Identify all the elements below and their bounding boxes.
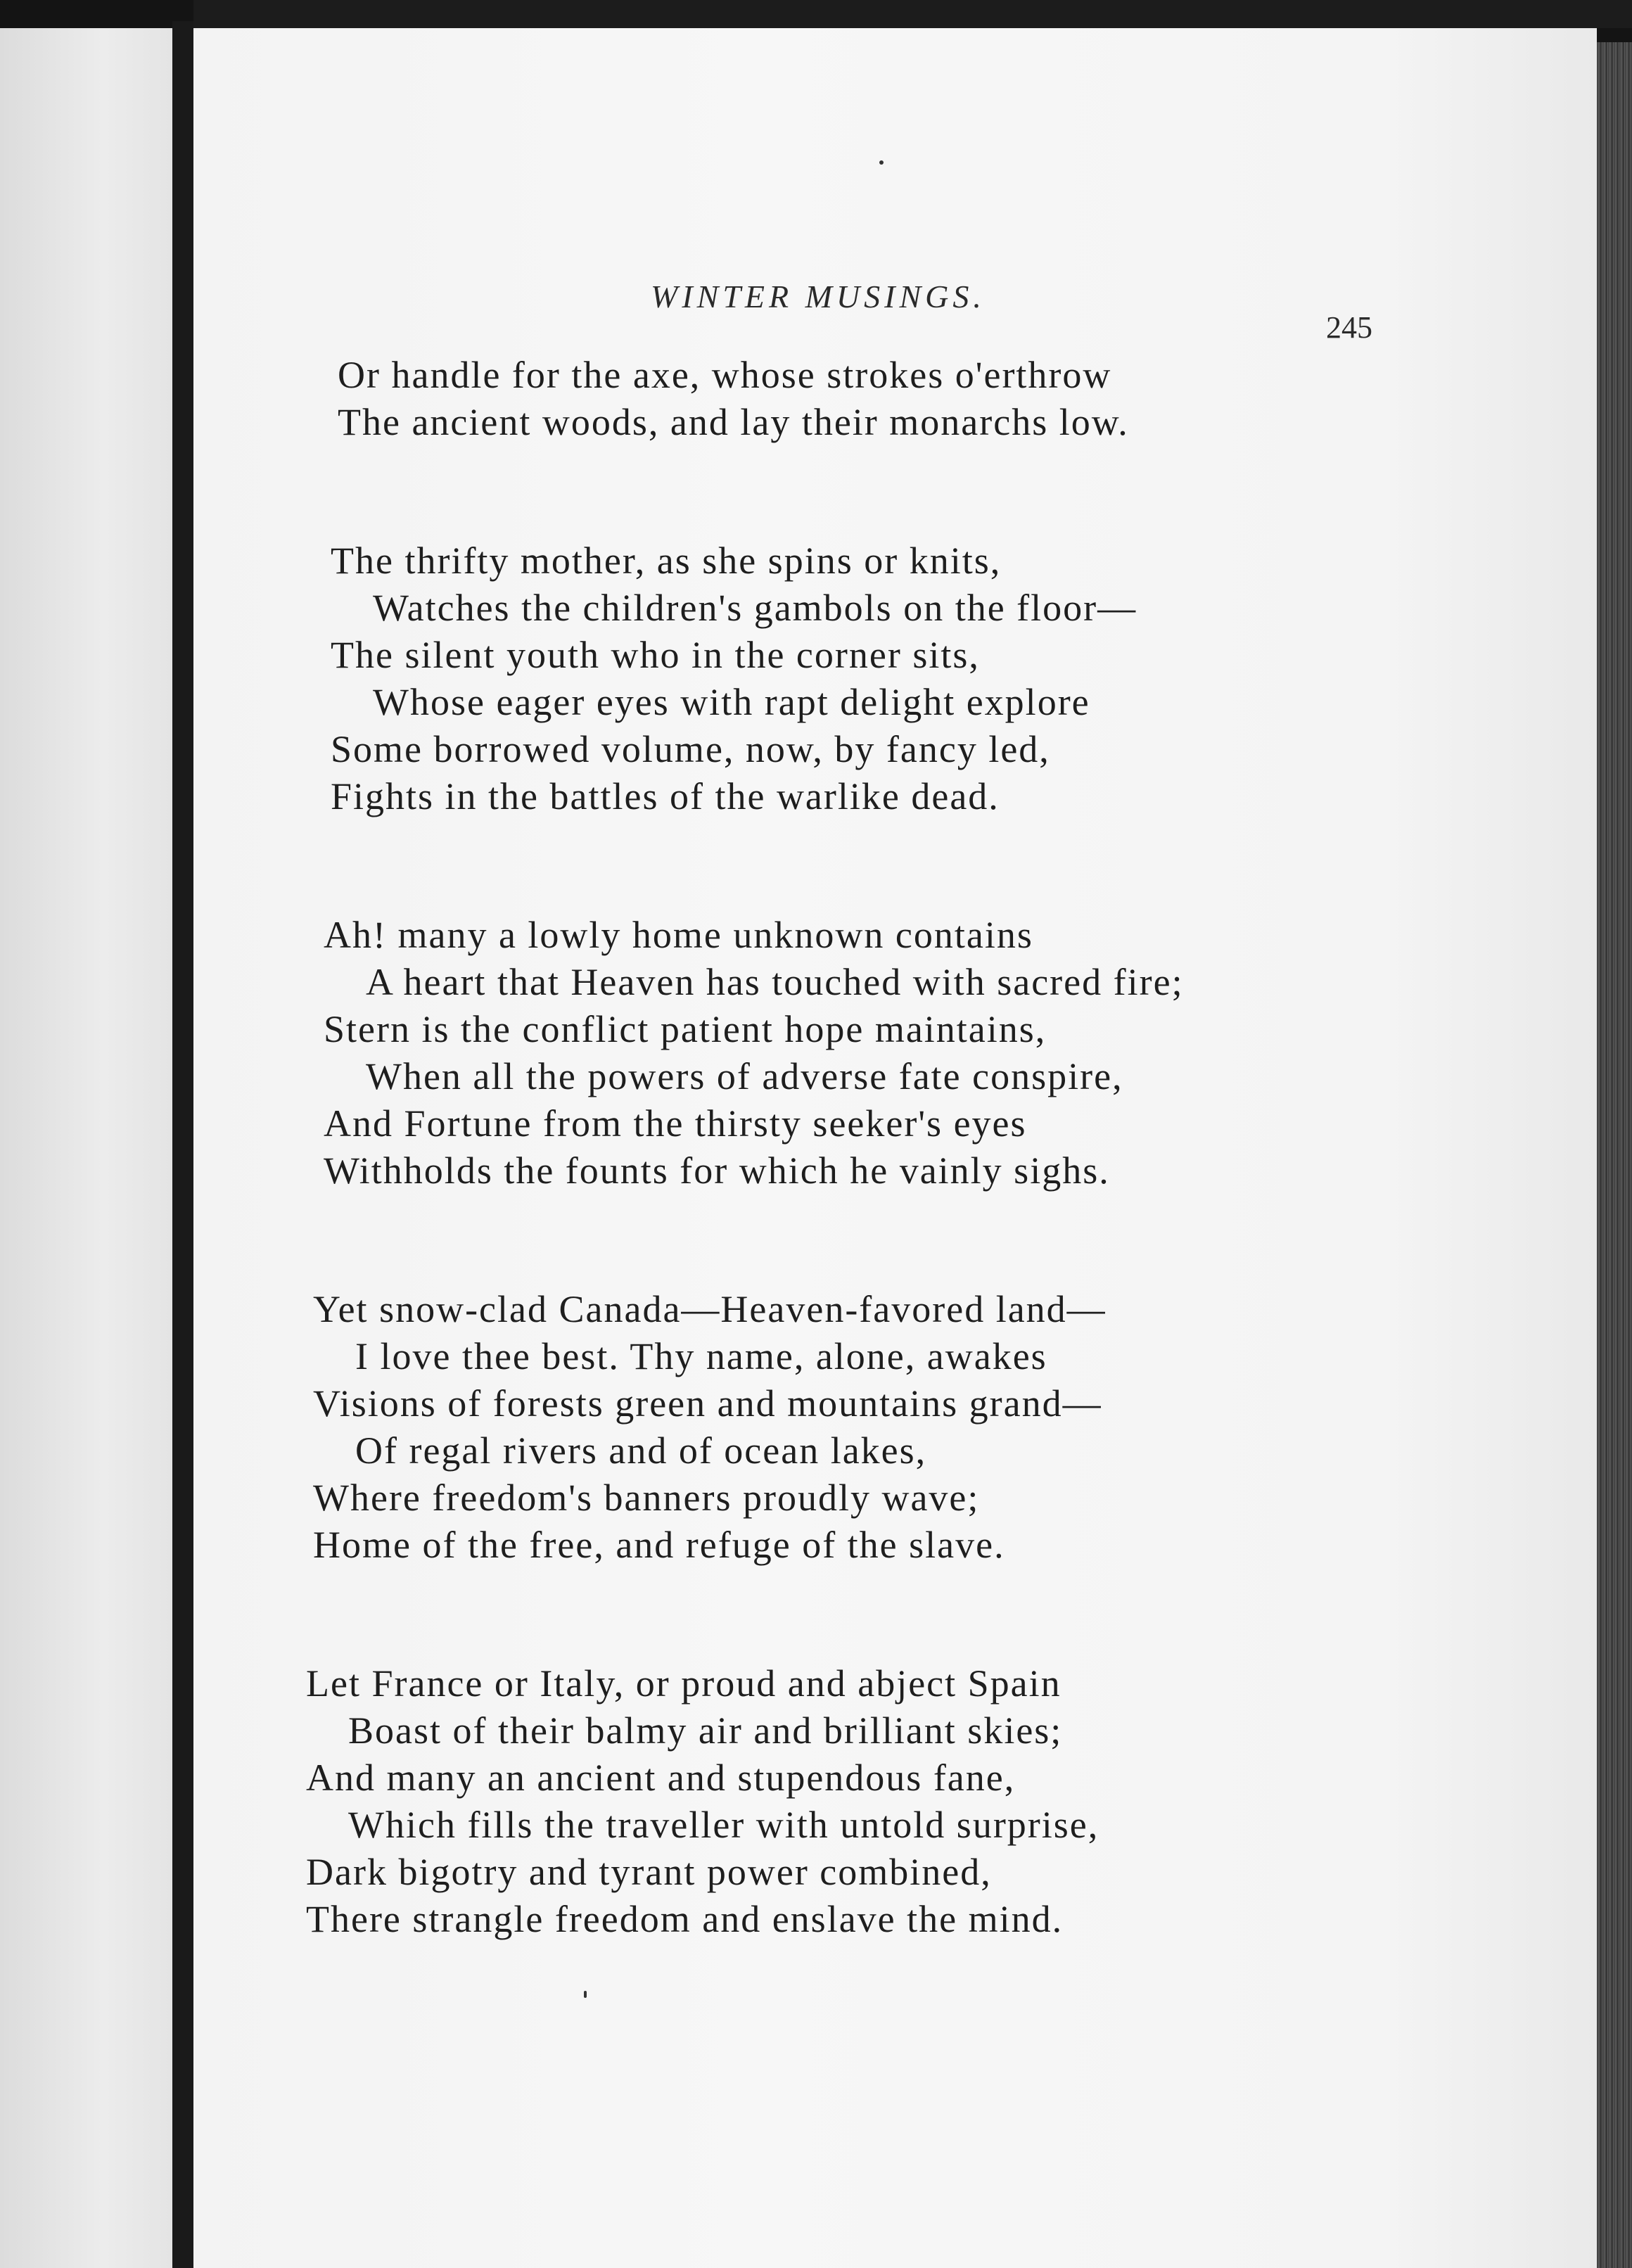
poem-line: Boast of their balmy air and brilliant skies; [348,1709,1063,1752]
poem-line: And many an ancient and stupendous fane, [306,1757,1016,1799]
stanza [331,537,1365,820]
poem-line: Dark bigotry and tyrant power combined, [306,1851,992,1893]
poem-line: Whose eager eyes with rapt delight explore [373,681,1090,723]
book-gutter [172,21,193,2268]
previous-page-edge [0,28,172,2268]
page-stack-edge [1597,42,1632,2268]
poem-line: Let France or Italy, or proud and abject Spain [306,1662,1062,1705]
poem-line: Home of the free, and refuge of the slave. [313,1524,1005,1566]
poem-line: Fights in the battles of the warlike dead. [331,775,1000,817]
stanza [313,1286,1365,1569]
poem-line: When all the powers of adverse fate conspire, [366,1055,1123,1097]
running-head: WINTER MUSINGS. [651,279,986,314]
stanza [306,1660,1365,1943]
poem-line: The silent youth who in the corner sits, [331,634,980,676]
poem-line: Some borrowed volume, now, by fancy led, [331,728,1050,770]
poem-line: There strangle freedom and enslave the mind. [306,1898,1064,1940]
poem-body [306,352,1365,2034]
poem-line: The ancient woods, and lay their monarchs low. [338,401,1129,443]
poem-line: Where freedom's banners proudly wave; [313,1477,980,1519]
book-top-edge [193,0,1632,28]
poem-line: And Fortune from the thirsty seeker's eyes [324,1102,1027,1145]
poem-line: Ah! many a lowly home unknown contains [324,914,1033,956]
poem-line: Which fills the traveller with untold surprise, [348,1804,1099,1846]
poem-line: Or handle for the axe, whose strokes o'erthrow [338,354,1112,396]
poem-line: The thrifty mother, as she spins or knits, [331,540,1002,582]
page-number: 245 [1326,310,1372,345]
poem-line: Watches the children's gambols on the floor— [373,587,1137,629]
poem-line: Visions of forests green and mountains grand— [313,1382,1102,1425]
poem-line: Withholds the founts for which he vainly sighs. [324,1149,1110,1192]
scan-speck [879,160,884,165]
poem-line: Of regal rivers and of ocean lakes, [355,1429,927,1472]
poem-line: I love thee best. Thy name, alone, awakes [355,1335,1047,1377]
poem-line: Yet snow-clad Canada—Heaven-favored land— [313,1288,1107,1330]
poem-line: Stern is the conflict patient hope maintains, [324,1008,1047,1050]
poem-line: A heart that Heaven has touched with sacred fire; [366,961,1184,1003]
stanza [338,352,1365,446]
stanza [324,912,1365,1194]
